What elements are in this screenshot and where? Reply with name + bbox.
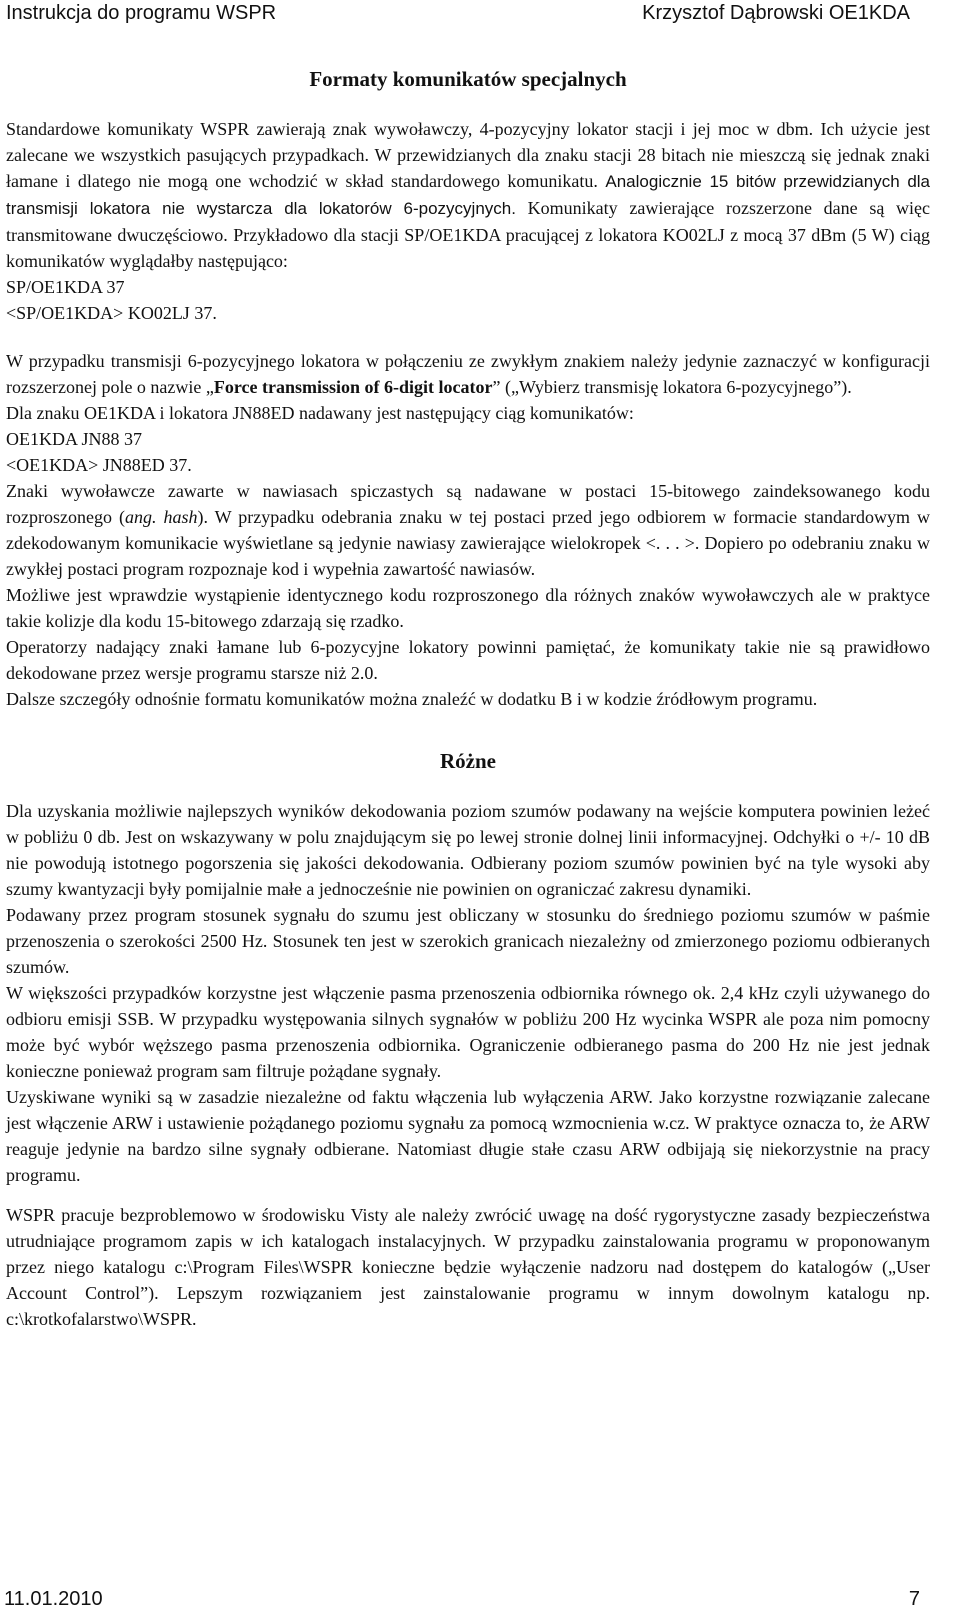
example-line: <OE1KDA> JN88ED 37. <box>6 455 192 475</box>
paragraph-standard-messages: Standardowe komunikaty WSPR zawierają znak wywoławczy, 4-pozycyjny lokator stacji i jej moc w dbm. Ich użycie jest zalecane we wszystkich pasujących przypadkach. W przewidzianych dla znaku stacji 28 bitach nie mieszczą się jednak znaki łamane i dlatego nie mogą one wchodzić w skład standardowego komunikatu. Analogicznie 15 bitów przewidzianych dla transmisji lokatora nie wystarcza dla lokatorów 6-pozycyjnych. Komunikaty zawierające rozszerzone dane są więc transmitowane dwuczęściowo. Przykładowo dla stacji SP/OE1KDA pracującej z lokatora KO02LJ z mocą 37 dBm (5 W) ciąg komunikatów wyglądałby następująco: <box>6 119 931 271</box>
example-line: SP/OE1KDA 37 <box>6 277 125 297</box>
footer-date: 11.01.2010 <box>4 1588 103 1610</box>
page-footer <box>0 1584 960 1616</box>
example-line: <SP/OE1KDA> KO02LJ 37. <box>6 303 217 323</box>
header-doc-title: Instrukcja do programu WSPR <box>6 2 277 24</box>
section-title-misc: Różne <box>440 749 496 773</box>
page-header <box>0 0 960 30</box>
page-number: 7 <box>908 1588 920 1610</box>
paragraph-hash-code: Znaki wywoławcze zawarte w nawiasach spiczastych są nadawane w postaci 15-bitowego zaindeksowanego kodu rozproszonego (ang. hash). W przypadku odebrania znaku w tej postaci przed jego odbiorem w formacie standardowym w zdekodowanym komunikacie wyświetlane są jedynie nawiasy zawierające wielokropek <. . . >. Dopiero po odebraniu znaku w zwykłej postaci program rozpoznaje kod i wypełnia zawartość nawiasów. <box>6 481 930 579</box>
paragraph-bandwidth: W większości przypadków korzystne jest włączenie pasma przenoszenia odbiornika równego ok. 2,4 kHz czyli używanego do odbioru emisji SSB. W przypadku występowania silnych sygnałów w pobliżu 200 Hz wycinka WSPR ale poza nim pomocny może być wybór węższego pasma przenoszenia odbiornika. Ograniczenie odbieranego pasma do 200 Hz nie jest jednak konieczne ponieważ program sam filtruje pożądane sygnały. <box>6 983 930 1081</box>
option-name: Force transmission of 6-digit locator <box>213 377 493 397</box>
paragraph-collisions: Możliwe jest wprawdzie wystąpienie identycznego kodu rozproszonego dla różnych znaków wywoławczych ale w praktyce takie kolizje dla kodu 15-bitowego zdarzają się rzadko. <box>6 585 930 631</box>
paragraph-old-versions: Operatorzy nadający znaki łamane lub 6-pozycyjne lokatory powinni pamiętać, że komunikaty takie nie są prawidłowo dekodowane przez wersje programu starsze niż 2.0. <box>6 637 930 683</box>
paragraph-vista: WSPR pracuje bezproblemowo w środowisku Visty ale należy zwrócić uwagę na dość rygorystyczne zasady bezpieczeństwa utrudniające programom zapis w ich katalogach instalacyjnych. W przypadku zainstalowania programu w proponowanym przez niego katalogu c:\Program Files\WSPR konieczne będzie wyłączenie nadzoru nad dostępem do katalogów („User Account Control”). Lepszym rozwiązaniem jest zainstalowanie programu w innym dowolnym katalogu np. c:\krotkofalarstwo\WSPR. <box>6 1205 930 1329</box>
paragraph-noise-level: Dla uzyskania możliwie najlepszych wyników dekodowania poziom szumów podawany na wejście komputera powinien leżeć w pobliżu 0 db. Jest on wskazywany w polu znajdującym się po lewej stronie dolnej linii informacyjnej. Odchyłki o +/- 10 dB nie powodują istotnego pogorszenia się jakości dekodowania. Odbierany poziom szumów powinien być na tyle wysoki aby szumy kwantyzacji były pomijalnie małe a jednocześnie nie powinien on ograniczać zakresu dynamiki. <box>6 801 930 899</box>
header-author: Krzysztof Dąbrowski OE1KDA <box>642 2 910 24</box>
paragraph-six-digit-locator: W przypadku transmisji 6-pozycyjnego lokatora w połączeniu ze zwykłym znakiem należy jedynie zaznaczyć w konfiguracji rozszerzonej pole o nazwie „Force transmission of 6-digit locator” („Wybierz transmisję lokatora 6-pozycyjnego”). <box>6 351 930 397</box>
example-line: OE1KDA JN88 37 <box>6 429 143 449</box>
paragraph-further-details: Dalsze szczegóły odnośnie formatu komunikatów można znaleźć w dodatku B i w kodzie źródłowym programu. <box>6 689 818 709</box>
paragraph-snr: Podawany przez program stosunek sygnału do szumu jest obliczany w stosunku do średniego poziomu szumów w paśmie przenoszenia o szerokości 2500 Hz. Stosunek ten jest w szerokich granicach niezależny od zmierzonego poziomu odbieranych szumów. <box>6 905 930 977</box>
page-body <box>6 64 930 1332</box>
paragraph-oe1kda-example: Dla znaku OE1KDA i lokatora JN88ED nadawany jest następujący ciąg komunikatów: <box>6 403 634 423</box>
paragraph-agc: Uzyskiwane wyniki są w zasadzie niezależne od faktu włączenia lub wyłączenia ARW. Jako korzystne rozwiązanie zalecane jest włączenie ARW i ustawienie pożądanego poziomu sygnału za pomocą wzmocnienia w.cz. W praktyce oznacza to, że ARW reaguje jedynie na bardzo silne sygnały odbierane. Natomiast długie stałe czasu ARW odbijają się niekorzystnie na pracy programu. <box>6 1087 930 1185</box>
section-title-special-formats: Formaty komunikatów specjalnych <box>309 67 627 91</box>
